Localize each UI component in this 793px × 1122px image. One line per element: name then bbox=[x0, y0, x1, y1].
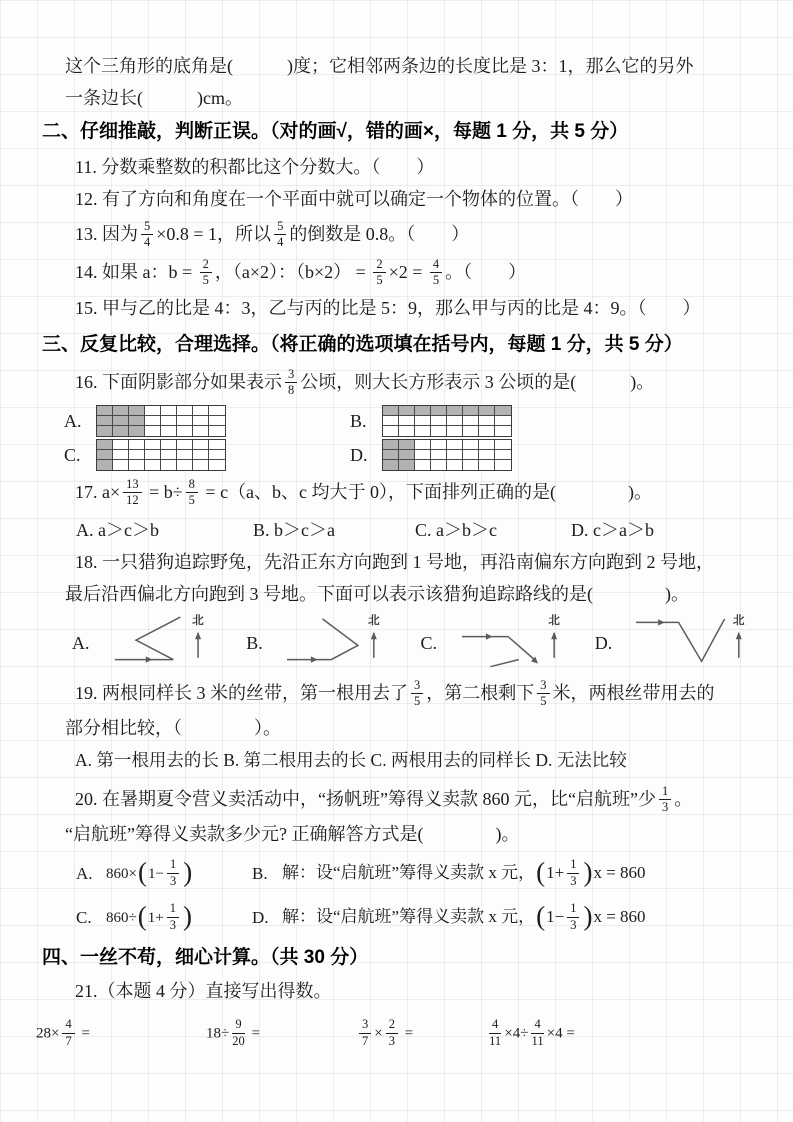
north-label: 北 bbox=[547, 614, 560, 627]
grid-cell bbox=[431, 426, 447, 436]
fraction: $\frac{1}{3}$ bbox=[567, 858, 579, 889]
fraction: $\frac{2}{5}$ bbox=[373, 258, 385, 289]
route-diagram-c bbox=[449, 610, 584, 677]
grid-cell bbox=[161, 460, 177, 470]
grid-cell bbox=[113, 440, 129, 450]
grid-cell bbox=[415, 416, 431, 426]
section-2-heading: 二、仔细推敲，判断正误。（对的画√，错的画×，每题 1 分，共 5 分） bbox=[42, 121, 629, 142]
route-diagram-b bbox=[274, 610, 409, 677]
q17-option-d: D. c＞a＞b bbox=[571, 520, 654, 540]
route-diagram-d bbox=[623, 610, 758, 677]
grid-cell bbox=[415, 440, 431, 450]
grid-cell bbox=[129, 440, 145, 450]
grid-cell bbox=[193, 460, 209, 470]
question-21-heading: 21.（本题 4 分）直接写出得数。 bbox=[75, 981, 332, 1001]
q16-option-a bbox=[64, 405, 350, 437]
fraction: $\frac{3}{7}$ bbox=[359, 1018, 371, 1049]
shaded-cell bbox=[113, 426, 129, 436]
question-19-line-1: 19. 两根同样长 3 米的丝带，第一根用去了 $\frac{3}{5}$ ，第二根剩下 $\frac{3}{5}$ 米，两根丝带用去的 bbox=[75, 677, 715, 709]
option-d-label: D. bbox=[252, 908, 269, 927]
fraction: $\frac{5}{4}$ bbox=[274, 220, 286, 251]
shaded-cell bbox=[113, 416, 129, 426]
shaded-cell bbox=[383, 460, 399, 470]
shaded-cell bbox=[399, 406, 415, 416]
q21-expressions-row bbox=[30, 1012, 769, 1056]
fraction: $\frac{13}{12}$ bbox=[123, 478, 142, 509]
big-paren: ( bbox=[137, 900, 147, 931]
grid-cell bbox=[495, 426, 511, 436]
grid-cell bbox=[495, 416, 511, 426]
grid-cell bbox=[193, 406, 209, 416]
grid-cell bbox=[447, 440, 463, 450]
grid-cell bbox=[177, 416, 193, 426]
q20-option-a bbox=[76, 852, 252, 896]
fraction: $\frac{4}{11}$ bbox=[489, 1016, 502, 1048]
grid-cell bbox=[145, 416, 161, 426]
q18-option-b bbox=[246, 610, 420, 677]
question-18-line-2: 最后沿西偏北方向跑到 3 号地。下面可以表示该猎狗追踪路线的是( )。 bbox=[65, 584, 689, 604]
fraction: $\frac{4}{11}$ bbox=[531, 1016, 544, 1048]
shaded-cell bbox=[383, 450, 399, 460]
shaded-cell bbox=[479, 406, 495, 416]
grid-cell bbox=[463, 440, 479, 450]
shaded-cell bbox=[129, 416, 145, 426]
grid-cell bbox=[415, 460, 431, 470]
question-15: 15. 甲与乙的比是 4：3，乙与丙的比是 5：9，那么甲与丙的比是 4：9。（ ） bbox=[75, 298, 701, 318]
route-path-svg bbox=[100, 610, 235, 672]
fraction: $\frac{8}{5}$ bbox=[186, 478, 198, 509]
q21-expression-1: 28× $\frac{4}{7}$ = bbox=[36, 1016, 90, 1048]
big-paren: ( bbox=[536, 856, 546, 887]
route-path-svg bbox=[623, 610, 758, 672]
grid-cell bbox=[431, 450, 447, 460]
big-paren: ) bbox=[583, 900, 593, 931]
question-16: 16. 下面阴影部分如果表示 $\frac{3}{8}$ 公顷，则大长方形表示 3 公顷的是( )。 bbox=[75, 366, 655, 398]
question-18-line-1: 18. 一只猎狗追踪野兔，先沿正东方向跑到 1 号地，再沿南偏东方向跑到 2 号地， bbox=[75, 552, 714, 572]
shaded-cell bbox=[447, 406, 463, 416]
route-path-svg bbox=[449, 610, 584, 672]
option-c-label: C. bbox=[76, 908, 92, 927]
north-label: 北 bbox=[192, 614, 204, 627]
q16-option-c bbox=[64, 439, 350, 471]
fraction: $\frac{1}{3}$ bbox=[567, 902, 579, 933]
grid-cell bbox=[479, 460, 495, 470]
section-3-heading: 三、反复比较，合理选择。（将正确的选项填在括号内，每题 1 分，共 5 分） bbox=[42, 334, 683, 355]
option-c-label: C. bbox=[420, 632, 438, 653]
north-label: 北 bbox=[732, 614, 745, 627]
grid-cell bbox=[209, 440, 225, 450]
grid-cell bbox=[447, 450, 463, 460]
fraction: $\frac{9}{20}$ bbox=[232, 1016, 245, 1048]
q19-options-row: A. 第一根用去的长 B. 第二根用去的长 C. 两根用去的同样长 D. 无法比较 bbox=[75, 750, 627, 770]
q18-diagrams-row bbox=[30, 612, 769, 674]
option-b-label: B. bbox=[252, 864, 268, 883]
fraction: $\frac{1}{3}$ bbox=[659, 785, 671, 816]
shaded-cell bbox=[383, 406, 399, 416]
shaded-cell bbox=[495, 406, 511, 416]
grid-cell bbox=[415, 450, 431, 460]
grid-cell bbox=[145, 460, 161, 470]
big-paren: ) bbox=[183, 856, 193, 887]
shaded-cell bbox=[463, 406, 479, 416]
grid-cell bbox=[193, 440, 209, 450]
fraction: $\frac{3}{5}$ bbox=[537, 679, 549, 710]
q20-option-b bbox=[252, 852, 769, 896]
q20-option-a-formula: 860×(1− $\frac{1}{3}$ ) bbox=[106, 856, 193, 888]
grid-cell bbox=[495, 460, 511, 470]
grid-cell bbox=[399, 416, 415, 426]
grid-cell bbox=[161, 426, 177, 436]
option-b-label: B. bbox=[350, 410, 367, 431]
option-d-label: D. bbox=[594, 632, 613, 653]
grid-cell bbox=[193, 416, 209, 426]
q16-option-d bbox=[350, 439, 636, 471]
grid-cell bbox=[209, 450, 225, 460]
q20-option-b-solution: 解：设“启航班”筹得义卖款 x 元，(1+ $\frac{1}{3}$ )x = 860 bbox=[282, 856, 646, 888]
question-11: 11. 分数乘整数的积都比这个分数大。（ ） bbox=[75, 157, 435, 177]
question-20-line-1: 20. 在暑期夏令营义卖活动中，“扬帆班”筹得义卖款 860 元，比“启航班”少 $\frac{1}{3}$ 。 bbox=[75, 783, 693, 815]
q18-option-d bbox=[595, 610, 769, 677]
q16-options-row-1 bbox=[30, 406, 769, 436]
q21-expression-3: $\frac{3}{7}$ × $\frac{2}{3}$ = bbox=[356, 1019, 486, 1050]
grid-cell bbox=[463, 460, 479, 470]
grid-cell bbox=[431, 440, 447, 450]
north-label: 北 bbox=[368, 614, 380, 627]
fraction: $\frac{5}{4}$ bbox=[141, 220, 153, 251]
fraction: $\frac{4}{5}$ bbox=[430, 258, 442, 289]
q16-grid-d bbox=[382, 439, 512, 471]
shaded-cell bbox=[399, 440, 415, 450]
q20-option-c-formula: 860÷(1+ $\frac{1}{3}$ ) bbox=[106, 900, 192, 932]
grid-cell bbox=[209, 426, 225, 436]
fraction: $\frac{3}{5}$ bbox=[411, 679, 423, 710]
shaded-cell bbox=[97, 450, 113, 460]
q17-options-row bbox=[30, 514, 769, 546]
grid-cell bbox=[129, 450, 145, 460]
option-d-label: D. bbox=[350, 444, 368, 465]
grid-cell bbox=[399, 426, 415, 436]
q17-option-a: A. a＞c＞b bbox=[76, 520, 159, 540]
grid-cell bbox=[447, 426, 463, 436]
grid-cell bbox=[495, 440, 511, 450]
grid-cell bbox=[177, 440, 193, 450]
fraction: $\frac{4}{7}$ bbox=[62, 1018, 74, 1049]
option-a-label: A. bbox=[76, 864, 93, 883]
route-diagram-a bbox=[100, 610, 235, 677]
grid-cell bbox=[447, 460, 463, 470]
grid-cell bbox=[463, 416, 479, 426]
q16-grid-b bbox=[382, 405, 512, 437]
shaded-cell bbox=[97, 416, 113, 426]
shaded-cell bbox=[97, 426, 113, 436]
grid-cell bbox=[177, 450, 193, 460]
grid-cell bbox=[161, 440, 177, 450]
q18-option-a bbox=[72, 610, 246, 677]
option-b-label: B. bbox=[246, 632, 263, 653]
section-4-heading: 四、一丝不苟，细心计算。（共 30 分） bbox=[42, 947, 369, 968]
grid-cell bbox=[145, 406, 161, 416]
question-14: 14. 如果 a：b = $\frac{2}{5}$ ，（a×2）：（b×2） = $\frac{2}{5}$ ×2 = $\frac{4}{5}$ 。（ ） bbox=[75, 256, 527, 288]
shaded-cell bbox=[383, 440, 399, 450]
q16-option-b bbox=[350, 405, 636, 437]
big-paren: ) bbox=[182, 900, 192, 931]
shaded-cell bbox=[129, 406, 145, 416]
grid-cell bbox=[161, 450, 177, 460]
question-20-line-2: “启航班”筹得义卖款多少元? 正确解答方式是( )。 bbox=[65, 824, 520, 844]
grid-cell bbox=[145, 450, 161, 460]
option-a-label: A. bbox=[72, 632, 90, 653]
fraction: $\frac{1}{3}$ bbox=[167, 858, 179, 889]
option-a-label: A. bbox=[64, 410, 82, 431]
fraction: $\frac{2}{3}$ bbox=[386, 1018, 398, 1049]
q20-option-d-solution: 解：设“启航班”筹得义卖款 x 元，(1− $\frac{1}{3}$ )x = 860 bbox=[282, 900, 646, 932]
fraction: $\frac{1}{3}$ bbox=[167, 902, 179, 933]
fraction: $\frac{3}{8}$ bbox=[285, 368, 297, 399]
grid-cell bbox=[383, 426, 399, 436]
question-13: 13. 因为 $\frac{5}{4}$ ×0.8 = 1，所以 $\frac{5}{4}$ 的倒数是 0.8。（ ） bbox=[75, 218, 470, 250]
grid-cell bbox=[145, 426, 161, 436]
q18-option-c bbox=[421, 610, 595, 677]
shaded-cell bbox=[129, 426, 145, 436]
q16-options-row-2 bbox=[30, 440, 769, 470]
grid-cell bbox=[193, 450, 209, 460]
grid-cell bbox=[495, 450, 511, 460]
grid-cell bbox=[113, 450, 129, 460]
big-paren: ( bbox=[536, 900, 546, 931]
big-paren: ) bbox=[583, 856, 593, 887]
big-paren: ( bbox=[137, 856, 147, 887]
route-path-svg bbox=[274, 610, 409, 672]
fill-blank-question-line-1: 这个三角形的底角是( )度；它相邻两条边的长度比是 3：1，那么它的另外 bbox=[65, 56, 694, 76]
grid-cell bbox=[447, 416, 463, 426]
grid-cell bbox=[113, 460, 129, 470]
shaded-cell bbox=[399, 450, 415, 460]
question-19-line-2: 部分相比较，（ ）。 bbox=[65, 718, 281, 738]
shaded-cell bbox=[399, 460, 415, 470]
q21-expression-2: 18÷ $\frac{9}{20}$ = bbox=[206, 1016, 260, 1048]
q21-expression-4: $\frac{4}{11}$ ×4÷ $\frac{4}{11}$ ×4 = bbox=[489, 1016, 575, 1048]
option-c-label: C. bbox=[64, 444, 81, 465]
shaded-cell bbox=[431, 406, 447, 416]
q20-options-grid bbox=[30, 852, 769, 940]
question-17: 17. a× $\frac{13}{12}$ = b÷ $\frac{8}{5}$ = c（a、b、c 均大于 0），下面排列正确的是( )。 bbox=[75, 476, 653, 508]
q20-option-c bbox=[76, 896, 252, 940]
shaded-cell bbox=[97, 460, 113, 470]
grid-cell bbox=[431, 416, 447, 426]
fill-blank-question-line-2: 一条边长( )cm。 bbox=[65, 88, 243, 108]
grid-cell bbox=[383, 416, 399, 426]
shaded-cell bbox=[97, 440, 113, 450]
grid-cell bbox=[193, 426, 209, 436]
question-12: 12. 有了方向和角度在一个平面中就可以确定一个物体的位置。（ ） bbox=[75, 189, 633, 209]
grid-cell bbox=[463, 426, 479, 436]
grid-cell bbox=[479, 450, 495, 460]
grid-cell bbox=[431, 460, 447, 470]
grid-cell bbox=[129, 460, 145, 470]
grid-cell bbox=[177, 460, 193, 470]
shaded-cell bbox=[415, 406, 431, 416]
q17-option-b: B. b＞c＞a bbox=[253, 520, 335, 540]
grid-cell bbox=[479, 426, 495, 436]
grid-cell bbox=[479, 440, 495, 450]
grid-cell bbox=[145, 440, 161, 450]
grid-cell bbox=[415, 426, 431, 436]
q20-option-d bbox=[252, 896, 769, 940]
shaded-cell bbox=[97, 406, 113, 416]
grid-cell bbox=[161, 406, 177, 416]
grid-cell bbox=[177, 426, 193, 436]
grid-cell bbox=[209, 460, 225, 470]
q17-option-c: C. a＞b＞c bbox=[415, 520, 497, 540]
shaded-cell bbox=[113, 406, 129, 416]
grid-cell bbox=[161, 416, 177, 426]
fraction: $\frac{2}{5}$ bbox=[200, 258, 212, 289]
grid-cell bbox=[209, 416, 225, 426]
q16-grid-c bbox=[96, 439, 226, 471]
grid-cell bbox=[463, 450, 479, 460]
grid-cell bbox=[177, 406, 193, 416]
q16-grid-a bbox=[96, 405, 226, 437]
grid-cell bbox=[209, 406, 225, 416]
grid-cell bbox=[479, 416, 495, 426]
